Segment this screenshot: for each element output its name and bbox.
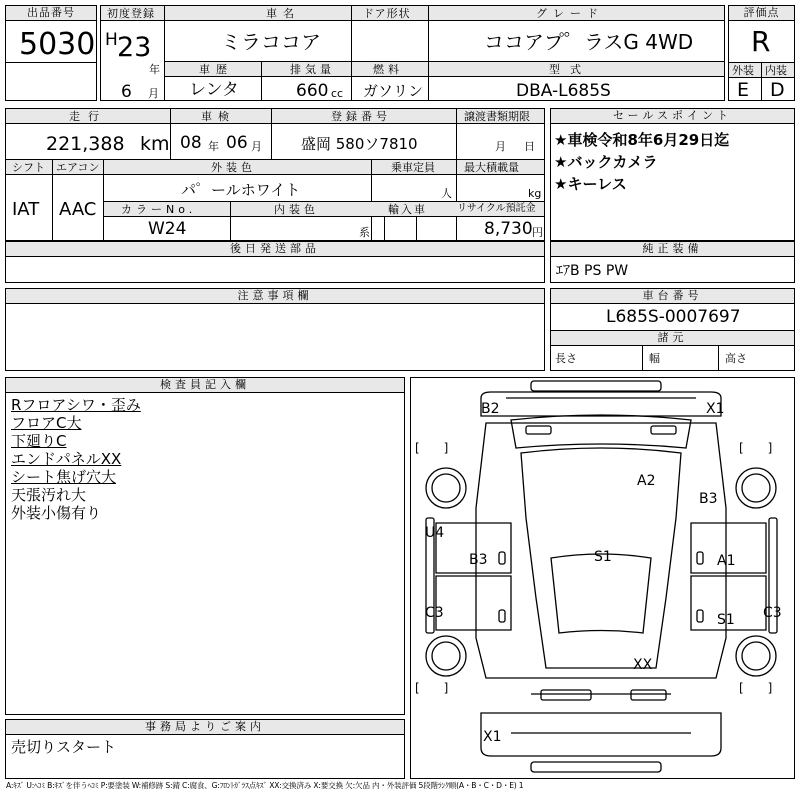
cautions-label: 注意事項欄	[6, 289, 544, 304]
inspection-year-unit: 年	[208, 140, 219, 153]
recycle-label: リサイクル預託金	[457, 203, 536, 214]
dimensions-label: 諸元	[551, 331, 794, 346]
sales-points-box	[550, 108, 795, 241]
mark-c3-left: C3	[425, 605, 444, 621]
model: DBA-L685S	[516, 81, 611, 101]
sales-line-2: ★バックカメラ	[554, 153, 658, 171]
exterior-grade: E	[737, 79, 750, 101]
plate-label: 登録番号	[331, 110, 391, 123]
history: レンタ	[189, 80, 239, 100]
grade: ココアプ゜ラスG 4WD	[484, 30, 694, 54]
ac-label: エアコン	[56, 161, 100, 174]
car-diagram-box	[410, 377, 795, 779]
equipment-value: ｴｱB PS PW	[556, 263, 629, 279]
interior-grade: D	[770, 79, 785, 101]
capacity-unit: 人	[441, 187, 452, 200]
mark-s1-center: S1	[594, 549, 612, 565]
mark-x1-bottom: X1	[483, 729, 502, 745]
bracket-left-top: [ ]	[415, 441, 449, 455]
mark-xx: XX	[633, 657, 653, 673]
first-reg-month: 6	[121, 82, 132, 102]
inspection-year: 08	[180, 133, 202, 153]
mark-b3-left: B3	[469, 552, 488, 568]
height-label: 高さ	[725, 352, 747, 365]
score-label: 評価点	[729, 6, 794, 21]
exterior-label: 外装	[732, 64, 754, 77]
inspector-line-3: 下廻りC	[11, 432, 67, 450]
bracket-right-top: [ ]	[739, 441, 773, 455]
chassis-number: L685S-0007697	[606, 307, 741, 327]
chassis-box	[550, 288, 795, 371]
mileage-label: 走行	[69, 110, 107, 123]
interior-label: 内装	[765, 64, 787, 77]
mark-b2: B2	[481, 401, 500, 417]
displacement: 660	[296, 81, 329, 101]
sales-line-3: ★キーレス	[554, 175, 627, 193]
office-text: 売切りスタート	[11, 738, 117, 756]
details-box	[5, 108, 545, 241]
inspection-month-unit: 月	[251, 140, 262, 153]
inspector-line-6: 天張汚れ大	[11, 486, 87, 504]
later-parts-box	[5, 241, 545, 283]
door-label: ドア形状	[363, 7, 411, 20]
car-name: ミラココア	[221, 30, 321, 54]
inspector-line-1: Rフロアシワ・歪み	[11, 396, 141, 414]
cautions-box	[5, 288, 545, 371]
color-no: W24	[148, 219, 187, 239]
shift-label: シフト	[12, 161, 45, 174]
era-mark: H	[105, 30, 118, 50]
displacement-unit: cc	[331, 87, 344, 100]
lot-box	[5, 5, 97, 101]
equipment-label: 純正装備	[551, 242, 794, 257]
office-label: 事務局よりご案内	[6, 720, 404, 735]
inspector-label: 検査員記入欄	[6, 378, 404, 393]
fuel-label: 燃料	[373, 63, 403, 76]
model-label: 型式	[549, 63, 591, 76]
vehicle-header-box	[100, 5, 725, 101]
chassis-label: 車台番号	[551, 289, 794, 304]
equipment-box	[550, 241, 795, 283]
score-box	[728, 5, 795, 101]
score: R	[751, 25, 771, 58]
interior-color-unit: 系	[359, 226, 370, 239]
mark-a1: A1	[717, 553, 736, 569]
year-unit: 年	[149, 63, 160, 76]
load-unit: kg	[528, 187, 542, 200]
mark-u4: U4	[425, 525, 445, 541]
inspector-line-2: フロアC大	[11, 414, 82, 432]
inspection-label: 車検	[201, 110, 235, 123]
lot-label: 出品番号	[6, 6, 96, 21]
recycle: 8,730	[484, 219, 533, 239]
transfer-month-unit: 月	[495, 140, 506, 153]
month-unit: 月	[148, 87, 159, 100]
sales-line-1: ★車検令和8年6月29日迄	[554, 131, 730, 149]
import-label: 輸入車	[388, 203, 427, 216]
first-reg-label: 初度登録	[107, 7, 155, 20]
color-label: 外装色	[211, 161, 256, 174]
shift: IAT	[12, 199, 40, 220]
capacity-label: 乗車定員	[391, 161, 435, 174]
mark-b3-right: B3	[699, 491, 718, 507]
transfer-label: 譲渡書類期限	[464, 110, 530, 123]
mileage: 221,388	[46, 133, 125, 155]
later-parts-label: 後日発送部品	[6, 242, 544, 257]
sales-label: セールスポイント	[551, 109, 794, 124]
inspector-box	[5, 377, 405, 715]
grade-label: グレード	[536, 7, 604, 20]
inspector-line-7: 外装小傷有り	[11, 504, 102, 522]
bracket-right-bottom: [ ]	[739, 681, 773, 695]
inspector-line-5: シート焦げ穴大	[11, 468, 117, 486]
inspector-line-4: エンドパネルXX	[11, 450, 122, 468]
name-label: 車名	[266, 7, 300, 20]
interior-color-label: 内装色	[274, 203, 319, 216]
inspection-month: 06	[226, 133, 248, 153]
plate: 盛岡 580ソ7810	[301, 135, 418, 153]
car-diagram	[411, 378, 794, 778]
load-label: 最大積載量	[464, 161, 519, 174]
width-label: 幅	[649, 352, 660, 365]
first-reg-year: 23	[117, 32, 152, 63]
color-no-label: カラーNo.	[121, 203, 197, 216]
length-label: 長さ	[555, 352, 577, 365]
lot-number: 5030	[19, 27, 96, 62]
bracket-left-bottom: [ ]	[415, 681, 449, 695]
transfer-day-unit: 日	[524, 140, 535, 153]
mark-a2: A2	[637, 473, 656, 489]
mileage-unit: km	[140, 133, 170, 155]
exterior-color: パ゜ールホワイト	[181, 181, 301, 199]
recycle-unit: 円	[532, 226, 543, 239]
history-label: 車歴	[199, 63, 233, 76]
office-box	[5, 719, 405, 779]
mark-s1-right: S1	[717, 612, 735, 628]
mark-x1-top: X1	[706, 401, 725, 417]
displacement-label: 排気量	[290, 63, 335, 76]
fuel: ガソリン	[363, 82, 424, 100]
mark-c3-right: C3	[763, 605, 782, 621]
legend-footer: A:ｷｽﾞ U:ﾍｺﾐ B:ｷｽﾞを伴うﾍｺﾐ P:要塗装 W:補修跡 S:錆 C:腐食、G:ﾌﾛﾝﾄｶﾞﾗｽ点ｷｽﾞ XX:交換済み X:要交換 欠:欠品 内・外装評価 5段階ﾗﾝｸ順(A・B・C・D・E) 1	[6, 781, 524, 790]
ac: AAC	[59, 199, 97, 220]
